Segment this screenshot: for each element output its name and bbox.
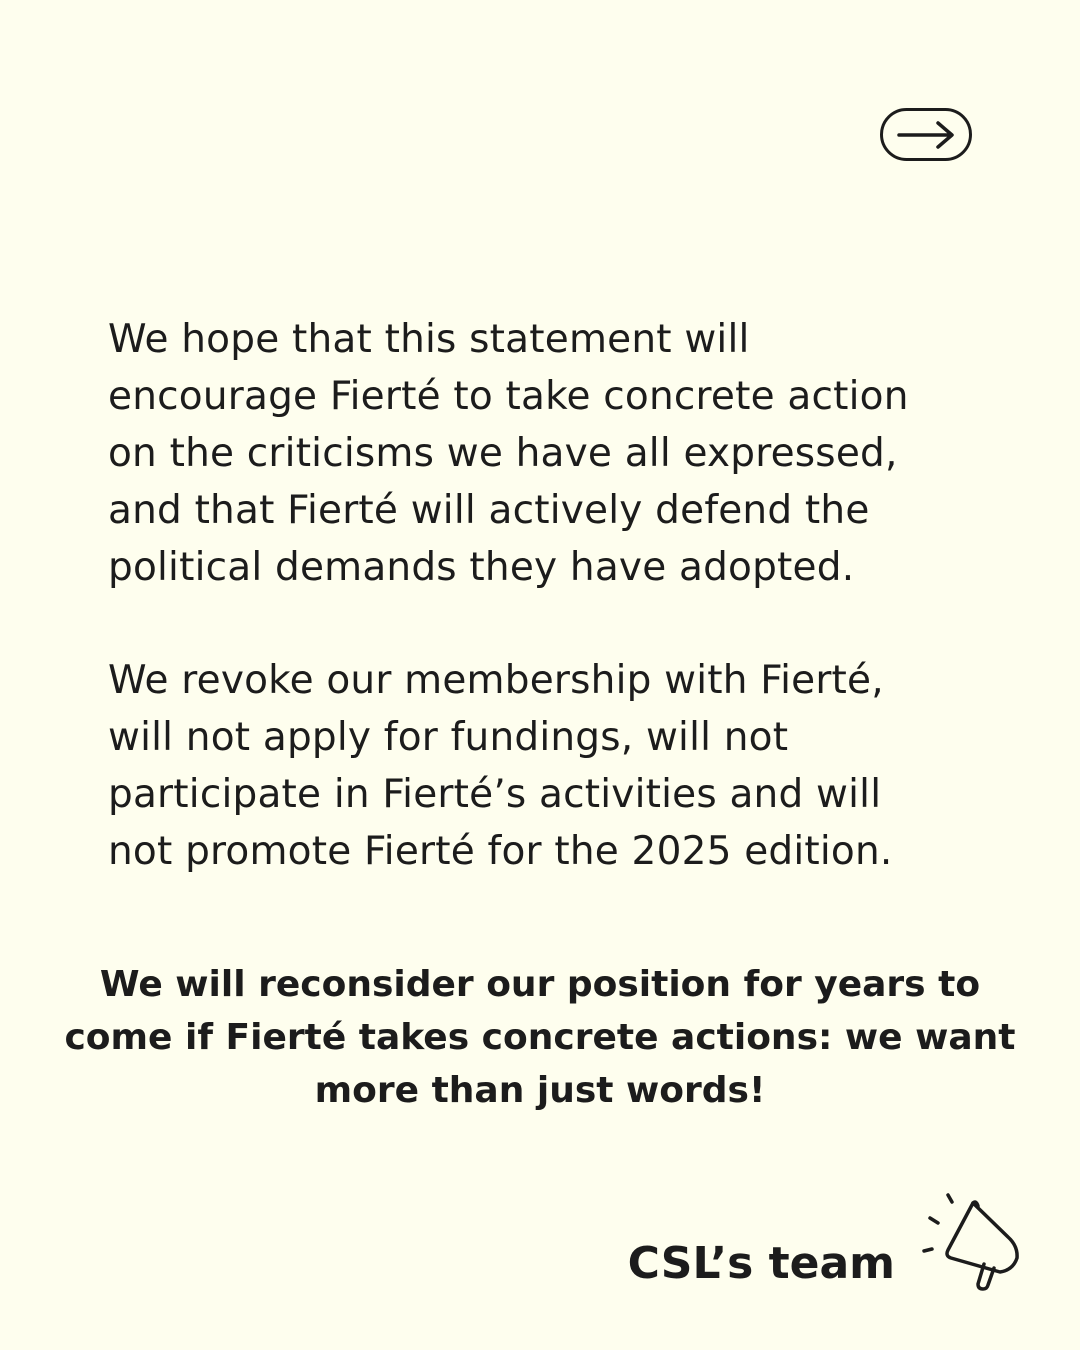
- statement-callout: We will reconsider our position for years to come if Fierté takes concrete actions: we want more than just words!: [64, 964, 1016, 1111]
- statement-paragraph-2: We revoke our membership with Fierté, will not apply for fundings, will not participate in Fierté’s activities and will not promote Fierté for the 2025 edition.: [108, 658, 893, 874]
- arrow-right-icon: [895, 120, 957, 150]
- megaphone-icon: [918, 1190, 1028, 1300]
- signature: CSL’s team: [627, 1238, 895, 1289]
- next-slide-button[interactable]: [880, 108, 972, 161]
- statement-paragraph-1: We hope that this statement will encourage Fierté to take concrete action on the criticisms we have all expressed, and that Fierté will actively defend the political demands they have adopted.: [108, 317, 909, 590]
